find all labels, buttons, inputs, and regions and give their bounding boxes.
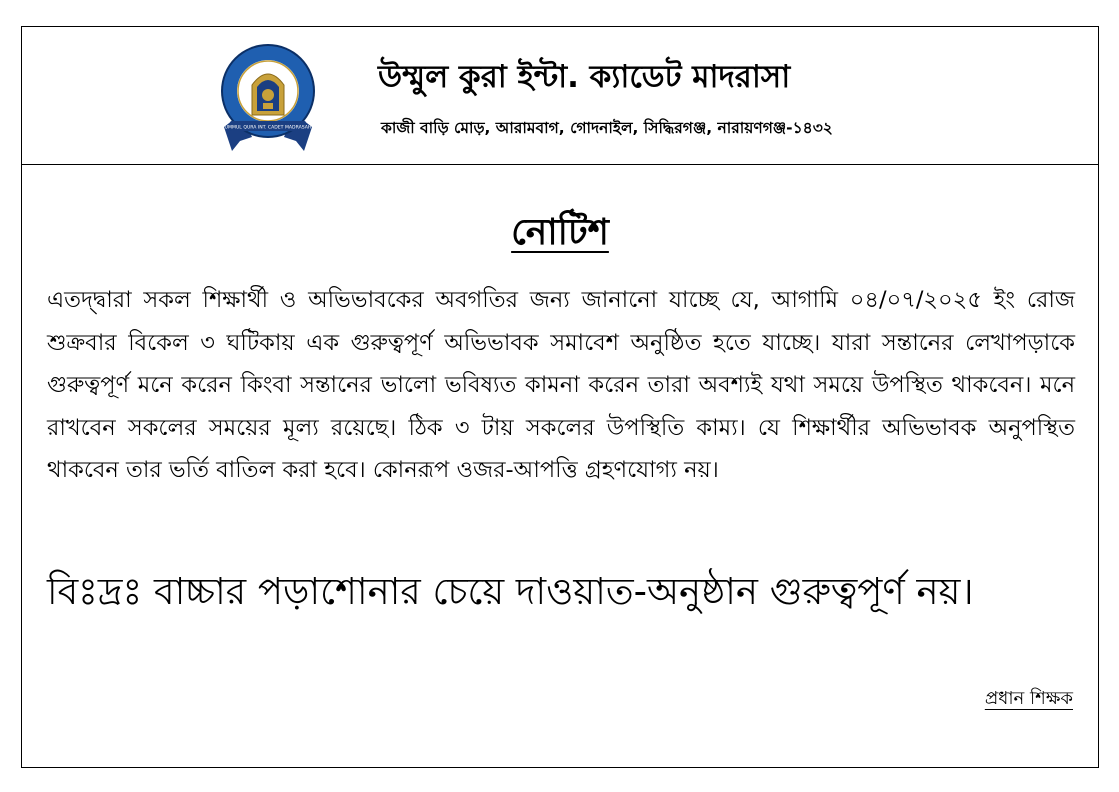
notice-title-text: নোটিশ [511, 212, 609, 253]
school-crest-logo-icon [218, 35, 327, 151]
notice-frame [21, 26, 1099, 768]
logo-ring-text: উম্মুল কুরা ইন্টারন্যাশনাল ক্যাডেট মাদরাসা [218, 35, 327, 43]
logo-banner-text: UMMUL QURA INT. CADET MADRASAH [224, 125, 312, 131]
school-name: উম্মুল কুরা ইন্টা. ক্যাডেট মাদরাসা [378, 59, 791, 95]
header [22, 27, 1098, 165]
notice-body: এতদ্দ্বারা সকল শিক্ষার্থী ও অভিভাবকের অবগতির জন্য জানানো যাচ্ছে যে, আগামি ০৪/০৭/২০২৫ ইং রোজ শুক্রবার বিকেল ৩ ঘটিকায় এক গুরুত্বপূর্ণ অভিভাবক সমাবেশ অনুষ্ঠিত হতে যাচ্ছে। যারা সন্তানের লেখাপড়াকে গুরুত্বপূর্ণ মনে করেন কিংবা সন্তানের ভালো ভবিষ্যত কামনা করেন তারা অবশ্যই যথা সময়ে উপস্থিত থাকবেন। মনে রাখবেন সকলের সময়ের মূল্য রয়েছে। ঠিক ৩ টায় সকলের উপস্থিতি কাম্য। যে শিক্ষার্থীর অভিভাবক অনুপস্থিত থাকবেন তার ভর্তি বাতিল করা হবে। কোনরূপ ওজর-আপত্তি গ্রহণযোগ্য নয়। [47, 287, 1075, 484]
notice-nb-line: বিঃদ্রঃ বাচ্চার পড়াশোনার চেয়ে দাওয়াত-অনুষ্ঠান গুরুত্বপূর্ণ নয়। [47, 570, 974, 613]
notice-title [22, 205, 1098, 265]
school-address: কাজী বাড়ি মোড়, আরামবাগ, গোদনাইল, সিদ্ধিরগঞ্জ, নারায়ণগঞ্জ-১৪৩২ [381, 119, 833, 137]
signature-headmaster: প্রধান শিক্ষক [984, 688, 1073, 709]
